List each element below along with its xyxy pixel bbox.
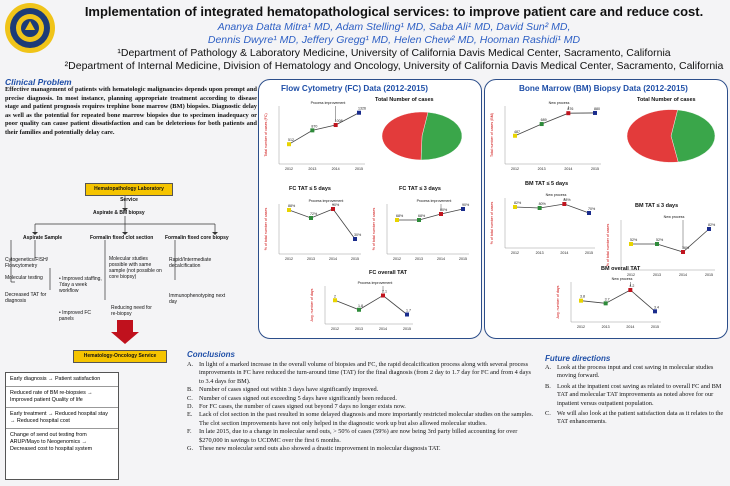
data-point (334, 123, 338, 127)
data-point (461, 207, 465, 211)
pie-slice (421, 112, 462, 160)
data-point (628, 288, 632, 292)
cytogenetics-label: Cytogenetics/FISH/ Flowcytometry (5, 257, 49, 269)
bm-overall-chart (555, 270, 667, 332)
pie-slice (382, 112, 428, 160)
x-tick-label: 2014 (564, 167, 573, 171)
data-point (287, 142, 291, 146)
series-line (581, 290, 655, 311)
pie-slice (627, 110, 678, 163)
x-tick-label: 2015 (355, 167, 363, 171)
down-arrow-icon (111, 320, 139, 344)
x-tick-label: 2012 (285, 257, 293, 261)
data-label: 82% (708, 223, 716, 227)
data-point (513, 205, 517, 209)
data-point (395, 218, 399, 222)
bm-pie-chart (621, 106, 721, 166)
annotation-label: Process improvement (357, 281, 393, 285)
x-tick-label: 2013 (415, 257, 423, 261)
data-point (629, 242, 633, 246)
fc-panel-title: Flow Cytometry (FC) Data (2012-2015) (281, 84, 428, 93)
data-label: 3.7 (604, 297, 610, 302)
data-label: 689 (540, 118, 547, 123)
data-label: 88% (288, 204, 296, 208)
x-tick-label: 2015 (459, 257, 467, 261)
bm-data-panel (484, 79, 728, 339)
data-point (538, 206, 542, 210)
conclusions-list (187, 361, 535, 453)
fc-pie-title: Total Number of cases (375, 97, 434, 103)
x-tick-label: 2013 (601, 325, 610, 329)
series-line (515, 113, 595, 136)
series-line (335, 296, 407, 315)
data-label: 1008 (334, 119, 343, 124)
clinical-problem-text: Effective management of patients with hematologic malignancies depends upon prompt and precise diagnosis. In most instance, planning appropriate treatment according to disease stage and patient prognosis requires trephine bone marrow (BM) biopsies. Diagnostic delay as well as the potential for repeated bone marrow biopsies due to specimen inadequacy or poor quality can cause patient dissatisfaction and can be deleterious for both patients and their families and potentially delay care. (5, 86, 257, 136)
data-label: 82% (514, 201, 522, 205)
x-tick-label: 2014 (379, 327, 387, 331)
series-line (515, 204, 589, 213)
data-label: 1.8 (358, 303, 363, 308)
data-label: 3.8 (580, 294, 585, 299)
y-axis-label: % of total number of cases (606, 223, 610, 267)
data-label: 4.2 (629, 284, 635, 288)
data-point (513, 134, 517, 138)
annotation-label: Process improvement (310, 101, 346, 105)
data-label: 68% (396, 214, 404, 218)
aspirate-sample-label: Aspirate Sample (23, 235, 63, 241)
data-point (381, 294, 385, 298)
data-point (593, 111, 597, 115)
series-line (397, 209, 463, 220)
x-tick-label: 2012 (285, 167, 293, 171)
data-point (357, 308, 361, 312)
data-label: 30% (354, 233, 362, 237)
data-label: 3.4 (654, 305, 659, 310)
data-label: 88% (563, 198, 571, 202)
y-axis-label: Total number of cases (BM) (490, 113, 494, 157)
future-direction-item: C. We will also look at the patient satisfaction data as it relates to the TAT enhancements. (545, 410, 724, 426)
data-point (540, 122, 544, 126)
improved-staffing-label: • Improved staffing, 7day a week workflow (59, 276, 102, 294)
future-directions-heading: Future directions (545, 354, 611, 363)
data-point (405, 313, 409, 317)
data-point (587, 211, 591, 215)
y-axis-label: Total number of cases (FC) (264, 113, 268, 157)
data-label: 2.1 (382, 289, 387, 294)
conclusion-item: D. For FC cases, the number of cases signed out beyond 7 days no longer exists now. (187, 403, 406, 411)
data-label: 80% (538, 202, 546, 206)
x-tick-label: 2014 (329, 257, 337, 261)
data-point (655, 242, 659, 246)
poster-title: Implementation of integrated hematopathological services: to improve patient care and reduce cost. (84, 4, 704, 19)
x-tick-label: 2014 (679, 273, 687, 277)
x-tick-label: 2015 (585, 251, 593, 255)
series-line (631, 229, 709, 252)
series-line (289, 113, 359, 144)
data-point (604, 301, 608, 305)
x-tick-label: 2013 (307, 257, 315, 261)
future-directions-list (545, 364, 725, 429)
bm-pie-title: Total Number of cases (637, 97, 696, 103)
data-label: 876 (567, 107, 574, 112)
future-direction-item: B. Look at the inpatient cost saving as related to overall FC and BM TAT and molecular TAT improvements as noted above for our inpatient versus outpatient population. (545, 382, 722, 407)
fc-tat3-chart (371, 192, 475, 264)
y-axis-label: Avg. number of days (556, 285, 560, 319)
data-point (439, 212, 443, 216)
x-tick-label: 2015 (351, 257, 359, 261)
x-tick-label: 2012 (393, 257, 401, 261)
bm-overall-title: BM overall TAT (601, 266, 641, 272)
molecular-studies-label: Molecular studies possible with same sample (not possible on core biopsy) (109, 256, 162, 280)
x-tick-label: 2013 (308, 167, 317, 171)
bm-tat5-title: BM TAT ≤ 5 days (525, 181, 569, 187)
y-axis-label: % of total number of cases (490, 201, 494, 245)
data-label: 870 (311, 124, 318, 129)
x-tick-label: 2014 (626, 325, 635, 329)
outcome-item: Reduced rate of BM re-biopsies → Improved patient Quality of life (6, 387, 118, 408)
data-label: 90% (462, 203, 470, 207)
data-label: 70% (588, 207, 596, 211)
outcome-item: Change of send out testing from ARUP/Mayo to Neogenomics → Decreased cost to hospital system (10, 432, 93, 452)
hem-onc-service-box: Hematology-Oncology Service (73, 350, 167, 363)
x-tick-label: 2015 (651, 325, 659, 329)
annotation-label: New process (545, 193, 567, 197)
affiliation-1: ¹Department of Pathology & Laboratory Medicine, University of California Davis Medical Center, Sacramento, California (117, 47, 671, 59)
molecular-testing-label: Molecular testing (5, 275, 43, 281)
decreased-tat-label: Decreased TAT for diagnosis (5, 292, 47, 304)
data-point (707, 227, 711, 231)
clinical-problem-heading: Clinical Problem (5, 77, 72, 87)
outcomes-box (5, 372, 119, 480)
y-axis-label: % of total number of cases (264, 207, 268, 251)
x-tick-label: 2012 (331, 327, 339, 331)
annotation-label: New process (548, 101, 570, 105)
conclusion-item: F. In late 2015, due to a change in molecular send outs, > 50% of cases (59%) are now being 3rd party billed accounting for over $270,000 in savings to UCDMC over the first 6 months. (187, 428, 518, 444)
data-point (309, 216, 313, 220)
data-point (331, 207, 335, 211)
fc-pie-chart (377, 106, 467, 166)
data-label: 1.7 (406, 308, 411, 313)
data-label: 487 (514, 129, 520, 134)
fc-data-panel (258, 79, 482, 339)
data-point (579, 299, 583, 303)
data-label: 880 (594, 106, 600, 111)
hematopathology-service-box: Hematopathology Laboratory Service (85, 183, 173, 196)
fc-tat3-title: FC TAT ≤ 3 days (399, 186, 441, 192)
reduce-rebiopsy-label: Reducing need for re-biopsy (111, 305, 152, 317)
clot-section-label: Formalin fixed clot section (90, 235, 154, 241)
x-tick-label: 2012 (511, 251, 519, 255)
aspirate-biopsy-label: Aspirate & BM biopsy (93, 210, 145, 216)
data-label: 80% (440, 208, 448, 212)
x-tick-label: 2013 (355, 327, 363, 331)
x-tick-label: 2013 (537, 167, 546, 171)
conclusion-item: E. Lack of clot section in the past resulted in some delayed diagnosis and more importantly restricted molecular studies on the samples. The clot section improvements have not only helped in the diagnostic work up but also allowed molecular studies. (187, 411, 534, 427)
conclusion-item: C. Number of cases signed out exceeding 5 days have significantly been reduced. (187, 394, 397, 402)
fc-overall-title: FC overall TAT (369, 270, 407, 276)
annotation-label: New process (611, 277, 633, 281)
data-label: 36% (682, 246, 690, 250)
data-label: 2 (334, 294, 336, 299)
outcome-item: Early treatment → Reduced hospital stay → Reduced hospital cost (6, 408, 118, 429)
improved-fc-label: • Improved FC panels (59, 310, 92, 322)
fc-tat5-title: FC TAT ≤ 5 days (289, 186, 331, 192)
data-label: 68% (418, 214, 426, 218)
x-tick-label: 2014 (331, 167, 340, 171)
x-tick-label: 2015 (705, 273, 713, 277)
x-tick-label: 2012 (577, 325, 585, 329)
data-point (353, 237, 357, 241)
bm-tat5-chart (489, 186, 601, 258)
fc-total-chart (263, 94, 371, 174)
data-label: 90% (332, 203, 340, 207)
authors-line-1: Ananya Datta Mitra¹ MD, Adam Stelling¹ MD, Saba Ali¹ MD, David Sun² MD, (217, 21, 571, 33)
data-label: 52% (656, 238, 664, 242)
conclusion-item: B. Number of cases signed out within 3 days have significantly improved. (187, 386, 379, 394)
data-label: 512 (288, 138, 294, 143)
outcome-item: Early diagnosis → Patient satisfaction (6, 373, 118, 387)
data-point (653, 309, 657, 313)
x-tick-label: 2014 (437, 257, 445, 261)
conclusion-item: G. These new molecular send outs also showed a drastic improvement in molecular diagnosis TAT. (187, 445, 441, 453)
pie-slice (671, 110, 715, 162)
annotation-label: Process improvement (416, 199, 452, 203)
data-point (681, 250, 685, 254)
x-tick-label: 2012 (627, 273, 635, 277)
x-tick-label: 2015 (591, 167, 599, 171)
x-tick-label: 2013 (535, 251, 544, 255)
affiliation-2: ²Department of Internal Medicine, Division of Hematology and Oncology, University of California Davis Medical Center, Sacramento, California (64, 60, 724, 72)
data-point (310, 128, 314, 132)
x-tick-label: 2014 (560, 251, 569, 255)
authors-line-2: Dennis Dwyre¹ MD, Jeffery Gregg¹ MD, Helen Chew² MD, Hooman Rashidi¹ MD (207, 34, 581, 46)
data-point (287, 208, 291, 212)
annotation-label: New process (663, 215, 685, 219)
data-point (417, 218, 421, 222)
fc-overall-chart (309, 274, 419, 334)
y-axis-label: Avg. number of days (310, 288, 314, 322)
conclusion-item: A. In light of a marked increase in the overall volume of biopsies and FC, the rapid decalcification process along with several process improvements in FC have reduced the turn-around time (TAT) for the final diagnosis (from 2 day to 1.7 day for FC and from 4 days to 3.4 days for BM). (187, 361, 531, 385)
data-point (357, 111, 361, 115)
y-axis-label: % of total number of cases (372, 207, 376, 251)
data-point (333, 298, 337, 302)
fc-tat5-chart (263, 192, 367, 264)
conclusions-heading: Conclusions (187, 350, 236, 359)
series-line (289, 209, 355, 239)
data-point (566, 111, 570, 115)
data-label: 72% (310, 212, 318, 216)
x-tick-label: 2013 (653, 273, 661, 277)
university-seal-logo (4, 2, 56, 54)
bm-total-chart (489, 94, 607, 174)
data-label: 1326 (358, 106, 366, 111)
core-biopsy-label: Formalin fixed core biopsy (165, 235, 229, 241)
data-point (562, 202, 566, 206)
future-direction-item: A. Look at the process input and cost saving in molecular studies moving forward. (545, 364, 714, 380)
x-tick-label: 2015 (403, 327, 411, 331)
bm-panel-title: Bone Marrow (BM) Biopsy Data (2012-2015) (519, 84, 688, 93)
x-tick-label: 2012 (511, 167, 519, 171)
annotation-label: Process improvement (308, 199, 344, 203)
immunophenotyping-label: Immunophenotyping next day (169, 293, 226, 305)
decalcification-label: Rapid/Intermediate decalcification (169, 257, 212, 269)
data-label: 52% (630, 238, 638, 242)
bm-tat3-title: BM TAT ≤ 3 days (635, 203, 679, 209)
